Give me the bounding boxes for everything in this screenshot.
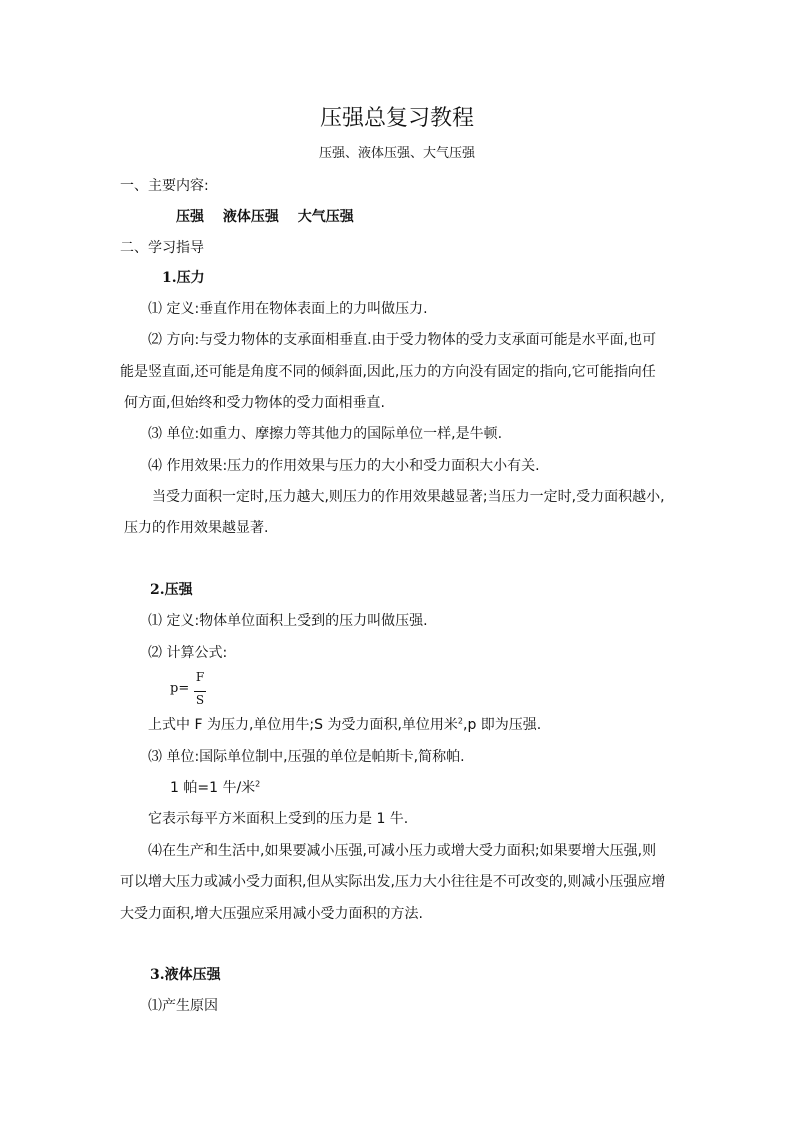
unit-equation-text: 1 帕=1 牛/米 bbox=[170, 780, 256, 796]
formula-fraction-bar bbox=[194, 691, 206, 692]
pressure-force-unit: ⑶ 单位:如重力、摩擦力等其他力的国际单位一样,是牛顿. bbox=[148, 426, 503, 442]
pressure-force-effect: ⑷ 作用效果:压力的作用效果与压力的大小和受力面积大小有关. bbox=[148, 458, 540, 474]
pressure-application-line-2: 可以增大压力或减小受力面积,但从实际出发,压力大小往往是不可改变的,则减小压强应增 bbox=[120, 874, 666, 890]
pressure-unit: ⑶ 单位:国际单位制中,压强的单位是帕斯卡,简称帕. bbox=[148, 749, 465, 765]
pressure-formula-label: ⑵ 计算公式: bbox=[148, 645, 228, 661]
topic-atmospheric-pressure: 大气压强 bbox=[297, 209, 354, 225]
pressure-unit-equation bbox=[170, 778, 260, 798]
pressure-unit-meaning: 它表示每平方米面积上受到的压力是 1 牛. bbox=[148, 811, 409, 827]
pressure-force-effect-line-1: 当受力面积一定时,压力越大,则压力的作用效果越显著;当压力一定时,受力面积越小, bbox=[152, 489, 665, 505]
section1-heading: 一、主要内容: bbox=[120, 178, 209, 194]
formula-denominator: S bbox=[195, 693, 205, 707]
formula-explanation-part-1: 上式中 F 为压力,单位用牛;S 为受力面积,单位用米 bbox=[148, 717, 458, 733]
topic-liquid-pressure: 液体压强 bbox=[222, 209, 279, 225]
pressure-force-direction-line-3: 何方面,但始终和受力物体的受力面相垂直. bbox=[124, 395, 385, 411]
formula-explanation-superscript: 2 bbox=[457, 716, 463, 726]
pressure-application-line-3: 大受力面积,增大压强应采用减小受力面积的方法. bbox=[120, 906, 423, 922]
pressure-application-line-1: ⑷在生产和生活中,如果要减小压强,可减小压力或增大受力面积;如果要增大压强,则 bbox=[148, 843, 657, 859]
formula-explanation-part-2: ,p 即为压强. bbox=[463, 717, 542, 733]
formula-explanation bbox=[148, 715, 541, 735]
section2-heading: 二、学习指导 bbox=[120, 240, 204, 256]
document-title: 压强总复习教程 bbox=[319, 106, 474, 131]
topic-pressure: 压强 bbox=[176, 209, 204, 225]
document-subtitle: 压强、液体压强、大气压强 bbox=[318, 146, 475, 161]
pressure-force-effect-line-2: 压力的作用效果越显著. bbox=[124, 520, 269, 536]
heading-pressure-force: 1.压力 bbox=[162, 270, 205, 286]
pressure-force-definition: ⑴ 定义:垂直作用在物体表面上的力叫做压力. bbox=[148, 301, 428, 317]
unit-equation-superscript: 2 bbox=[255, 779, 261, 789]
pressure-force-direction-line-2: 能是竖直面,还可能是角度不同的倾斜面,因此,压力的方向没有固定的指向,它可能指向任 bbox=[120, 364, 656, 380]
pressure-force-direction-line-1: ⑵ 方向:与受力物体的支承面相垂直.由于受力物体的受力支承面可能是水平面,也可 bbox=[148, 332, 657, 348]
formula-numerator: F bbox=[195, 670, 205, 684]
heading-liquid-pressure: 3.液体压强 bbox=[150, 967, 221, 983]
liquid-pressure-cause: ⑴产生原因 bbox=[148, 998, 218, 1014]
heading-pressure: 2.压强 bbox=[150, 582, 193, 598]
pressure-definition: ⑴ 定义:物体单位面积上受到的压力叫做压强. bbox=[148, 613, 428, 629]
formula-lhs: p= bbox=[170, 681, 190, 696]
topics-list bbox=[176, 207, 368, 227]
